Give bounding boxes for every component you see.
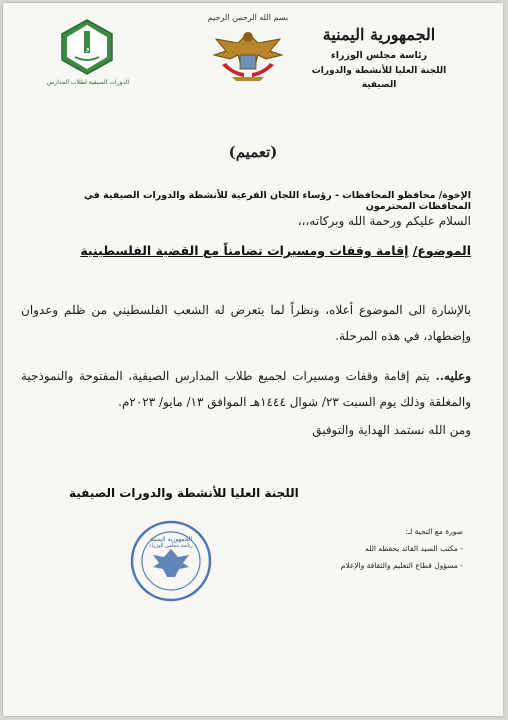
subject-label: الموضوع/ (412, 243, 471, 258)
presidency-name: رئاسة مجلس الوزراء (330, 50, 428, 61)
copies-heading: صورة مع التحية لـ: (405, 527, 463, 536)
committee-name: اللجنة العليا للأنشطة والدورات الصيفية (311, 66, 447, 90)
official-stamp (129, 519, 213, 603)
letterhead (299, 25, 459, 92)
copies-list (263, 523, 463, 574)
greeting: السلام عليكم ورحمة الله وبركاته،،، (297, 214, 471, 228)
yemen-emblem-icon (208, 25, 288, 85)
republic-name: الجمهورية اليمنية (322, 25, 436, 44)
logo-caption: الدورات الصيفية لطلاب المدارس (46, 79, 130, 86)
copies-item: - مسؤول قطاع التعليم والثقافة والإعلام (340, 561, 463, 570)
stamp-line1: الجمهورية اليمنية (149, 536, 193, 543)
document-page (3, 3, 503, 716)
salutation: الإخوة/ محافظو المحافظات - رؤساء اللجان الفرعية للأنشطة والدورات الصيفية في المحافظات المحترمون (83, 190, 471, 212)
logo-text: علم و جهاد (71, 44, 103, 52)
summer-courses-logo (57, 17, 117, 77)
subject-text: إقامة وقفات ومسيرات تضامناً مع القضية الفلسطينية (80, 243, 409, 258)
paragraph-lead: وعليه.. (435, 369, 471, 383)
paragraph-instruction (21, 363, 471, 415)
signature-block: اللجنة العليا للأنشطة والدورات الصيفية (69, 486, 299, 500)
subject-line (21, 243, 471, 258)
paragraph-body: يتم إقامة وقفات ومسيرات لجميع طلاب المدارس الصيفية، المفتوحة والنموذجية والمغلقة وذلك يوم السبت ٢٣/ شوال ١٤٤٤هـ الموافق ١٣/ مايو/ ٢٠٢٣م. (21, 369, 471, 409)
copies-item: - مكتب السيد القائد يحفظه الله (365, 544, 463, 553)
closing-prayer: ومن الله نستمد الهداية والتوفيق (312, 423, 471, 437)
document-title: (تعميم) (228, 143, 278, 161)
stamp-line2: رئاسة مجلس الوزراء (149, 543, 193, 549)
basmala: بسم الله الرحمن الرحيم (207, 13, 289, 22)
paragraph-reference: بالإشارة الى الموضوع أعلاه، ونظراً لما يتعرض له الشعب الفلسطيني من ظلم وعدوان وإضطهاد، في هذه المرحلة. (21, 303, 471, 343)
